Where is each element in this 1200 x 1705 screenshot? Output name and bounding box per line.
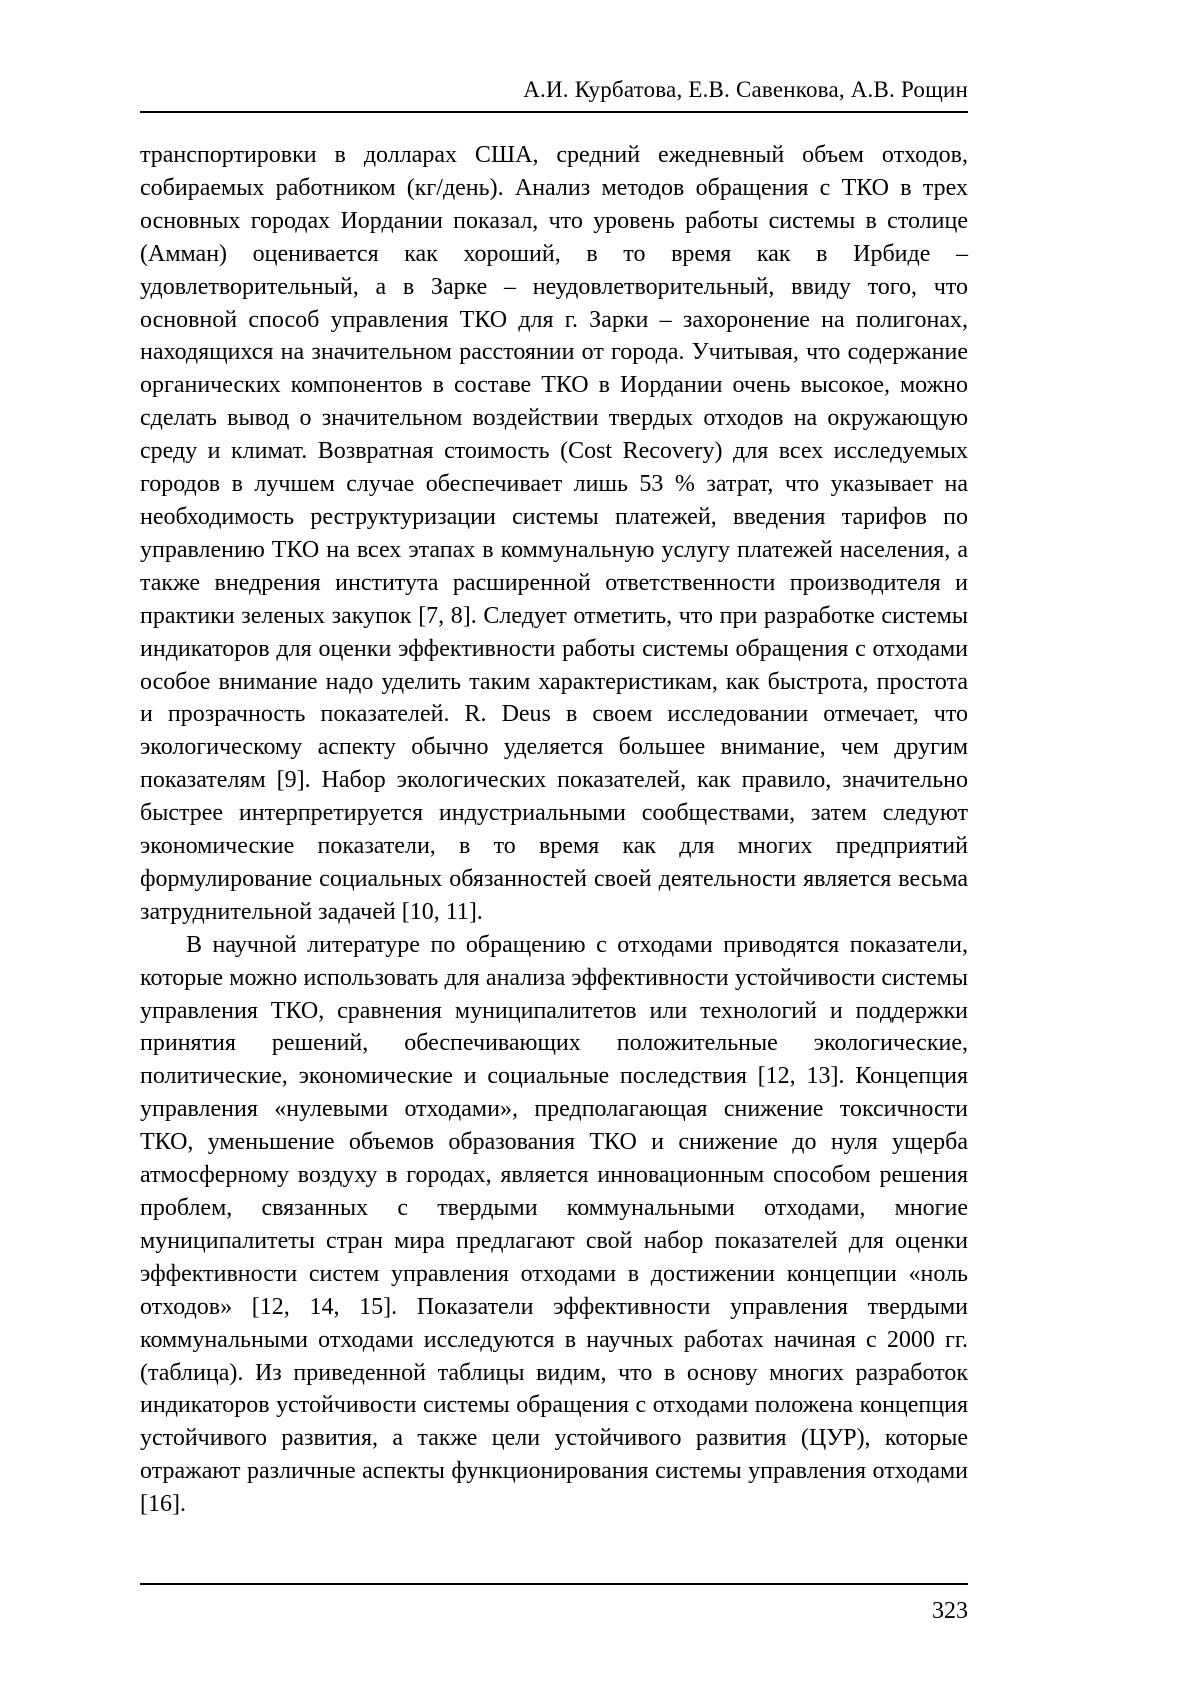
footer-divider — [140, 1583, 968, 1585]
page-number: 323 — [932, 1598, 968, 1624]
running-head-authors: А.И. Курбатова, Е.В. Савенкова, А.В. Рощин — [523, 77, 968, 102]
header-divider — [140, 111, 968, 113]
article-body — [140, 139, 968, 1521]
body-paragraph-2: В научной литературе по обращению с отходами приводятся показатели, которые можно использовать для анализа эффективности устойчивости системы управления ТКО, сравнения муниципалитетов или технологий и поддержки принятия решений, обеспечивающих положительные экологические, политические, экономические и социальные последствия [12, 13]. Концепция управления «нулевыми отходами», предполагающая снижение токсичности ТКО, уменьшение объемов образования ТКО и снижение до нуля ущерба атмосферному воздуху в городах, является инновационным способом решения проблем, связанных с твердыми коммунальными отходами, многие муниципалитеты стран мира предлагают свой набор показателей для оценки эффективности систем управления отходами в достижении концепции «ноль отходов» [12, 14, 15]. Показатели эффективности управления твердыми коммунальными отходами исследуются в научных работах начиная с 2000 гг. (таблица). Из приведенной таблицы видим, что в основу многих разработок индикаторов устойчивости системы обращения с отходами положена концепция устойчивого развития, а также цели устойчивого развития (ЦУР), которые отражают различные аспекты функционирования системы управления отходами [16]. — [140, 931, 968, 1518]
body-paragraph-1: транспортировки в долларах США, средний ежедневный объем отходов, собираемых работником (кг/день). Анализ методов обращения с ТКО в трех основных городах Иордании показал, что уровень работы системы в столице (Амман) оценивается как хороший, в то время как в Ирбиде – удовлетворительный, а в Зарке – неудовлетворительный, ввиду того, что основной способ управления ТКО для г. Зарки – захоронение на полигонах, находящихся на значительном расстоянии от города. Учитывая, что содержание органических компонентов в составе ТКО в Иордании очень высокое, можно сделать вывод о значительном воздействии твердых отходов на окружающую среду и климат. Возвратная стоимость (Cost Recovery) для всех исследуемых городов в лучшем случае обеспечивает лишь 53 % затрат, что указывает на необходимость реструктуризации системы платежей, введения тарифов по управлению ТКО на всех этапах в коммунальную услугу платежей населения, а также внедрения института расширенной ответственности производителя и практики зеленых закупок [7, 8]. Следует отметить, что при разработке системы индикаторов для оценки эффективности работы системы обращения с отходами особое внимание надо уделить таким характеристикам, как быстрота, простота и прозрачность показателей. R. Deus в своем исследовании отмечает, что экологическому аспекту обычно уделяется большее внимание, чем другим показателям [9]. Набор экологических показателей, как правило, значительно быстрее интерпретируется индустриальными сообществами, затем следуют экономические показатели, в то время как для многих предприятий формулирование социальных обязанностей своей деятельности является весьма затруднительной задачей [10, 11]. — [140, 142, 968, 925]
